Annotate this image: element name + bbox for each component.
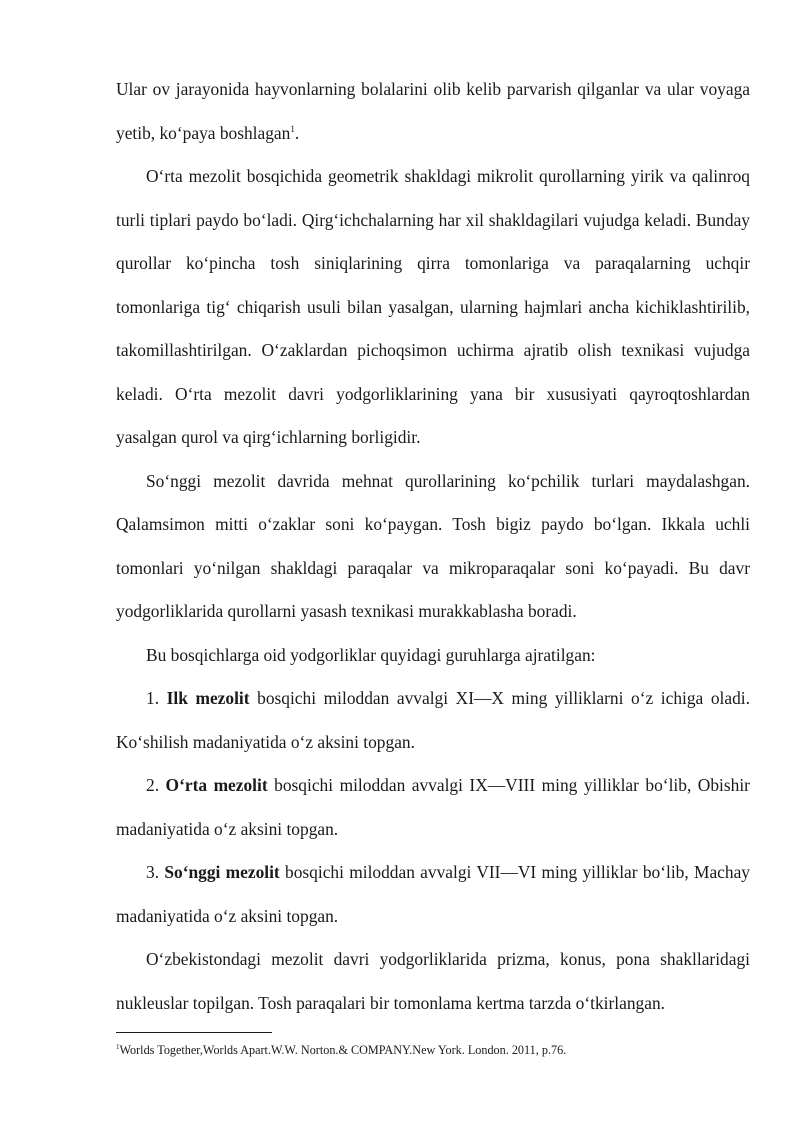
footnote-divider — [116, 1032, 272, 1033]
list-text: bosqichi miloddan avvalgi IX—VIII ming yilliklar bo‘lib, Obishir madaniyatida o‘z aksini topgan. — [116, 775, 750, 839]
paragraph-late-mesolithic: So‘nggi mezolit davrida mehnat qurollarining ko‘pchilik turlari maydalashgan. Qalamsimon mitti o‘zaklar soni ko‘paygan. Tosh bigiz paydo bo‘lgan. Ikkala uchli tomonlari yo‘nilgan shakldagi paraqalar va mikroparaqalar soni ko‘payadi. Bu davr yodgorliklarida qurollarni yasash texnikasi murakkablasha boradi. — [116, 470, 750, 621]
list-item-early-mesolithic — [116, 677, 750, 764]
list-term: Ilk mezolit — [166, 688, 250, 708]
list-item-late-mesolithic — [116, 851, 750, 938]
footnote-text: Worlds Together,Worlds Apart.W.W. Norton.& COMPANY.New York. London. 2011, p.76. — [119, 1043, 567, 1057]
footnote — [116, 1042, 750, 1058]
list-term: So‘nggi mezolit — [164, 862, 280, 882]
list-text: bosqichi miloddan avvalgi VII—VI ming yilliklar bo‘lib, Machay madaniyatida o‘z aksini topgan. — [116, 862, 750, 926]
document-body — [116, 68, 750, 1025]
paragraph-uzbekistan-sites: O‘zbekistondagi mezolit davri yodgorliklarida prizma, konus, pona shakllaridagi nukleuslar topilgan. Tosh paraqalari bir tomonlama kertma tarzda o‘tkirlangan. — [116, 949, 750, 1013]
paragraph-list-intro: Bu bosqichlarga oid yodgorliklar quyidagi guruhlarga ajratilgan: — [146, 644, 596, 665]
paragraph-end-punctuation: . — [294, 122, 300, 143]
paragraph-text: Ular ov jarayonida hayvonlarning bolalarini olib kelib parvarish qilganlar va ular voyaga yetib, ko‘paya boshlagan — [116, 79, 750, 143]
footnote-reference[interactable]: 1 — [290, 123, 295, 134]
list-item-middle-mesolithic — [116, 764, 750, 851]
list-number: 3. — [146, 862, 160, 882]
list-number: 2. — [146, 775, 160, 795]
list-text: bosqichi miloddan avvalgi XI—X ming yilliklarni o‘z ichiga oladi. Ko‘shilish madaniyatida o‘z aksini topgan. — [116, 688, 750, 752]
footnote-mark: 1 — [116, 1042, 120, 1051]
list-number: 1. — [146, 688, 160, 708]
list-term: O‘rta mezolit — [165, 775, 268, 795]
paragraph-middle-mesolithic: O‘rta mezolit bosqichida geometrik shakldagi mikrolit qurollarning yirik va qalinroq turli tiplari paydo bo‘ladi. Qirg‘ichchalarning har xil shakldagilari vujudga keladi. Bunday qurollar ko‘pincha tosh siniqlarining qirra tomonlariga va paraqalarning uchqir tomonlariga tig‘ chiqarish usuli bilan yasalgan, ularning hajmlari ancha kichiklashtirilib, takomillashtirilgan. O‘zaklardan pichoqsimon uchirma ajratib olish texnikasi vujudga keladi. O‘rta mezolit davri yodgorliklarining yana bir xususiyati qayroqtoshlardan yasalgan qurol va qirg‘ichlarning borligidir. — [116, 166, 750, 447]
paragraph-continuation — [116, 68, 750, 155]
